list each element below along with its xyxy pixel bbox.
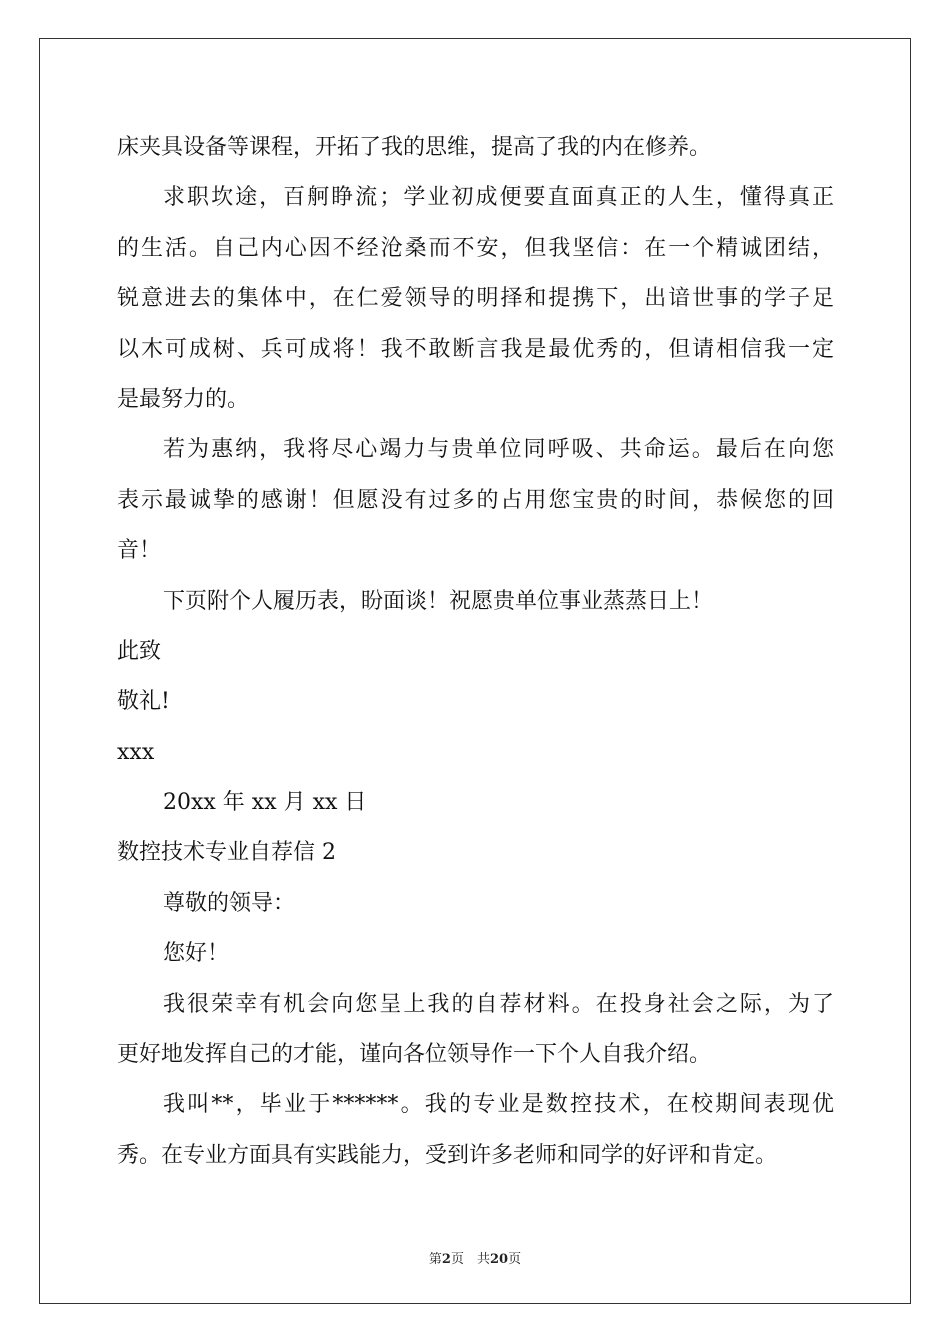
text-line: 音！ [117,538,162,564]
text-line: 此致 [117,638,162,664]
text-line: xxx [117,739,155,765]
footer-middle: 页 共 [450,1252,490,1267]
text-line: 以木可成树、兵可成将！我不敢断言我是最优秀的，但请相信我一定 [117,336,834,362]
text-line: 床夹具设备等课程，开拓了我的思维，提高了我的内在修养。 [117,135,712,160]
text-line: 表示最诚挚的感谢！但愿没有过多的占用您宝贵的时间，恭候您的回 [117,487,834,513]
signature [117,728,834,778]
section-title [117,828,834,878]
text-line: 敬礼! [117,689,170,715]
footer-current-page: 2 [441,1252,451,1267]
footer-prefix: 第 [428,1252,442,1267]
text-line: 更好地发挥自己的才能，谨向各位领导作一下个人自我介绍。 [117,1042,712,1068]
date [117,778,834,828]
footer-suffix: 页 [508,1252,522,1267]
closing-jingli [117,677,834,727]
document-body [117,123,834,1181]
paragraph-honor [117,980,834,1081]
text-line: 秀。在专业方面具有实践能力，受到许多老师和同学的好评和肯定。 [117,1142,778,1168]
text-line: 是最努力的。 [117,386,250,412]
paragraph-job-hunting [117,173,834,425]
text-line: 数控技术专业自荐信 2 [117,840,336,866]
paragraph-intro-end [117,123,834,173]
paragraph-thanks [117,425,834,576]
footer-total-pages: 20 [489,1252,509,1267]
text-line: 锐意进去的集体中，在仁爱领导的明择和提携下，出谙世事的学子足 [117,286,834,312]
text-line: 您好！ [163,941,230,967]
text-line: 若为惠纳，我将尽心竭力与贵单位同呼吸、共命运。最后在向您 [163,437,834,463]
text-line: 20xx 年 xx 月 xx 日 [163,790,367,816]
closing-cizhi [117,627,834,677]
text-line: 的生活。自己内心因不经沧桑而不安，但我坚信：在一个精诚团结， [117,235,834,261]
paragraph-attachment [117,577,834,627]
salutation [117,879,834,929]
text-line: 下页附个人履历表，盼面谈！祝愿贵单位事业蒸蒸日上！ [163,588,714,614]
text-line: 尊敬的领导： [163,890,296,916]
paragraph-self-intro [117,1080,834,1181]
text-line: 我叫**，毕业于******。我的专业是数控技术，在校期间表现优 [163,1092,834,1118]
page-footer [0,1248,950,1267]
text-line: 求职坎途，百舸睁流；学业初成便要直面真正的人生，懂得真正 [163,185,834,211]
text-line: 我很荣幸有机会向您呈上我的自荐材料。在投身社会之际，为了 [163,991,834,1017]
greeting [117,929,834,979]
